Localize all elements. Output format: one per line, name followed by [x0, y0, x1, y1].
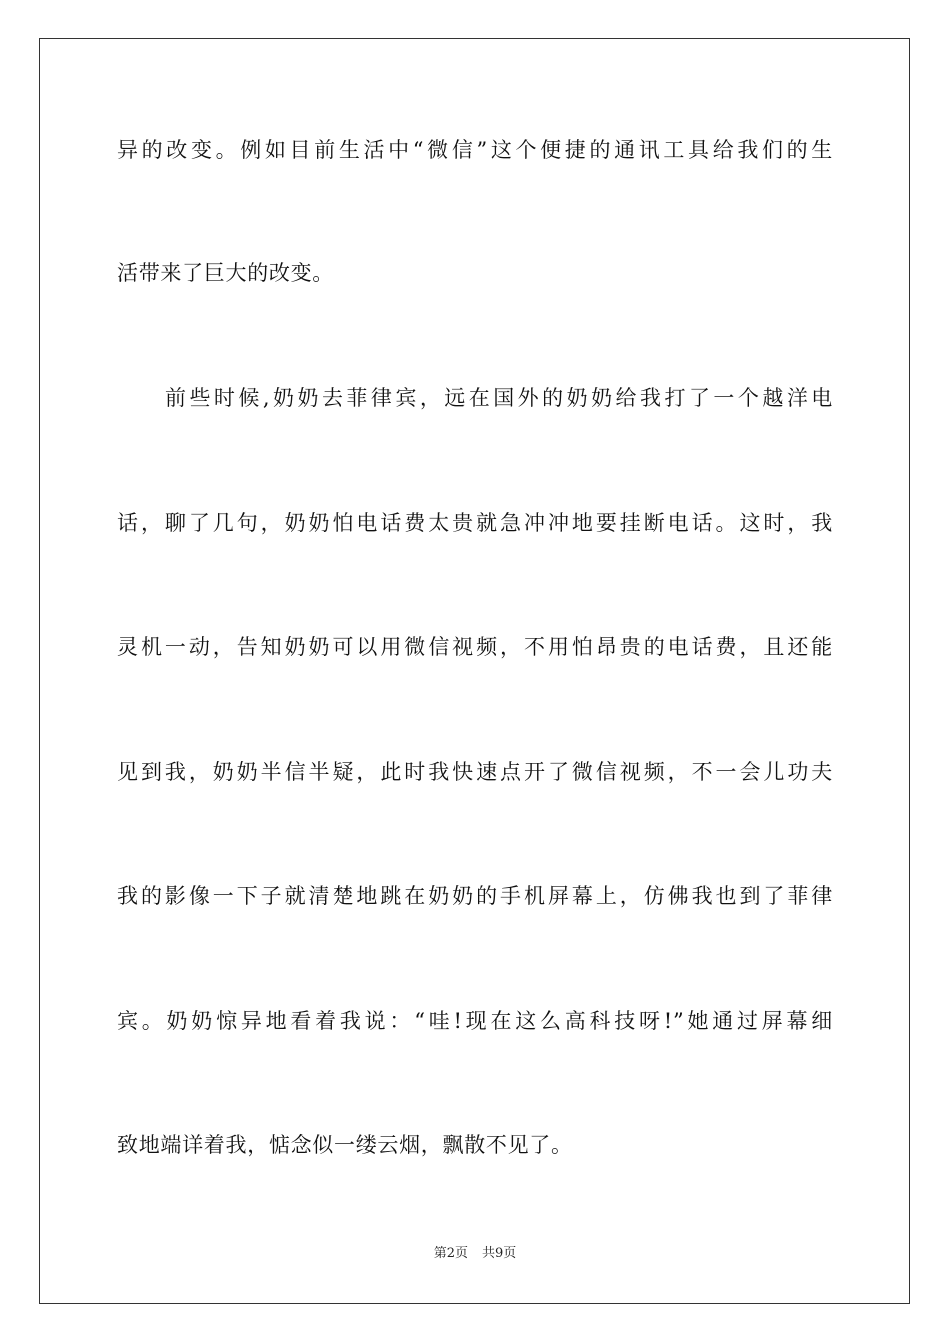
text-line-8: 宾。奶奶惊异地看着我说：“哇!现在这么高科技呀!”她通过屏幕细: [117, 1009, 833, 1033]
text-line-4: 话，聊了几句，奶奶怕电话费太贵就急冲冲地要挂断电话。这时，我: [117, 511, 833, 535]
text-line-5: 灵机一动，告知奶奶可以用微信视频，不用怕昂贵的电话费，且还能: [117, 635, 833, 659]
page-total: 共9页: [482, 1246, 517, 1261]
page-border: [39, 38, 910, 1304]
text-line-9: 致地端详着我，惦念似一缕云烟，飘散不见了。: [117, 1133, 573, 1157]
text-line-7: 我的影像一下子就清楚地跳在奶奶的手机屏幕上，仿佛我也到了菲律: [117, 884, 833, 908]
page-footer: [0, 1245, 950, 1263]
text-line-3: 前些时候,奶奶去菲律宾，远在国外的奶奶给我打了一个越洋电: [165, 386, 833, 410]
text-line-1: 异的改变。例如目前生活中“微信”这个便捷的通讯工具给我们的生: [117, 138, 833, 162]
text-line-6: 见到我，奶奶半信半疑，此时我快速点开了微信视频，不一会儿功夫: [117, 760, 833, 784]
text-line-2: 活带来了巨大的改变。: [117, 261, 334, 285]
page-number: 第2页: [433, 1246, 468, 1261]
